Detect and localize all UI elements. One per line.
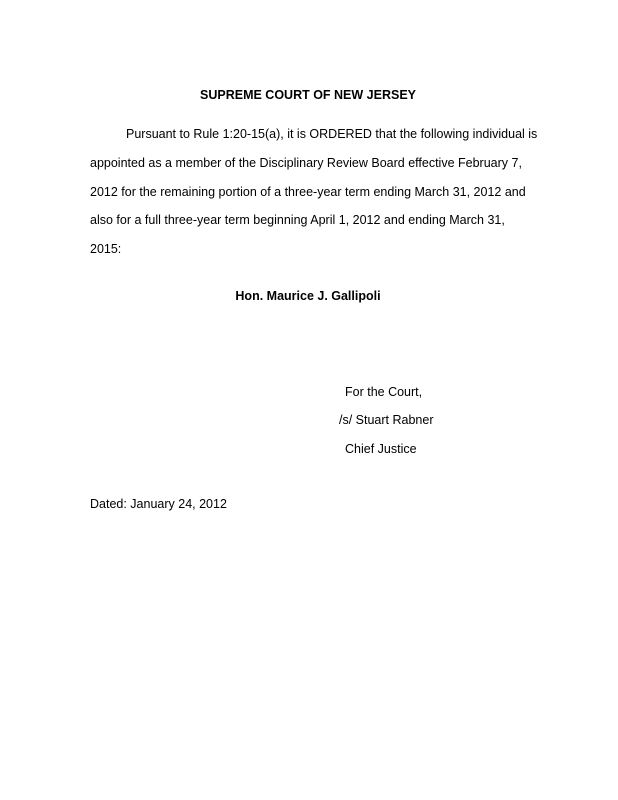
order-line: Pursuant to Rule 1:20-15(a), it is ORDERED that the following individual is (126, 127, 538, 141)
signature-name: /s/ Stuart Rabner (339, 413, 434, 427)
order-line: 2015: (90, 242, 122, 256)
date-line: Dated: January 24, 2012 (90, 497, 227, 511)
order-line: appointed as a member of the Disciplinary Review Board effective February 7, (90, 156, 522, 170)
signature-title: Chief Justice (345, 442, 417, 456)
order-line: also for a full three-year term beginning April 1, 2012 and ending March 31, (90, 213, 505, 227)
appointee-name: Hon. Maurice J. Gallipoli (235, 289, 381, 303)
order-line: 2012 for the remaining portion of a three-year term ending March 31, 2012 and (90, 185, 526, 199)
for-the-court-text: For the Court, (345, 385, 423, 399)
court-title: SUPREME COURT OF NEW JERSEY (200, 88, 416, 102)
